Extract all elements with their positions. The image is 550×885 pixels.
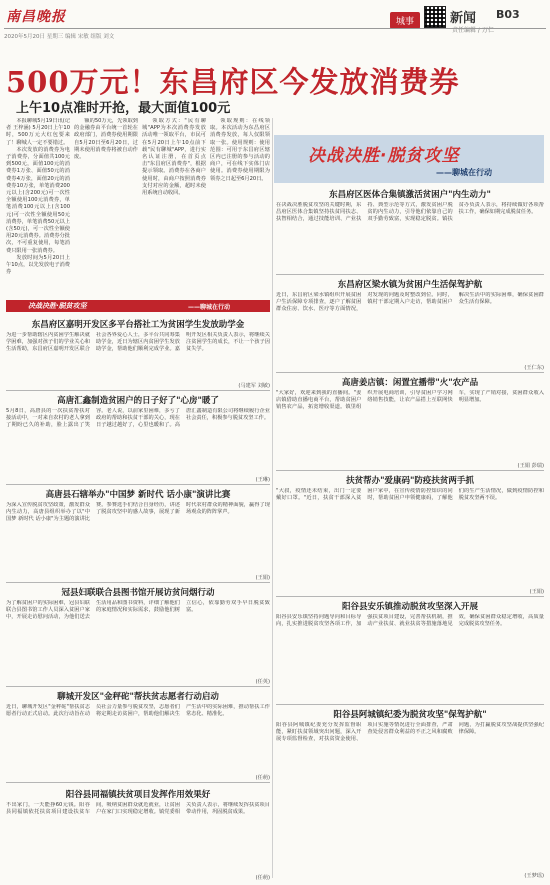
article-divider	[276, 470, 544, 471]
article-title: 扶贫帮办"爱康码"防疫扶贫两手抓	[346, 476, 474, 486]
lead-paragraph: 领取规则：在线领取。本次活动为东昌府区消费券发放，每人仅限领取一张。使用规则：使用范围：可用于东昌府区辖区内已注册的参与活动的商户，可在线下实体门店使用。消费券使用期限为领券之日起至6月20日。	[210, 118, 270, 182]
article-byline: (王娟 彭瑞)	[517, 463, 544, 469]
article-divider	[276, 372, 544, 373]
lead-paragraph: 额的50万元，先领取到的金融券由平台统一首轮在政府部门，消费券使用期限自5月20日至6月20日，过期未使用消费券将被自动作废。	[74, 118, 138, 161]
article-byline: (王仁东)	[524, 365, 544, 371]
section-banner	[6, 300, 270, 312]
article-body: "大叔，疫情还未结束，出门一定要戴好口罩。"近日，扶贫干部深入贫困户家中，在宣传疫情防控知识的同时，帮助贫困户申领健康码，了解他们的生产生活情况，做到疫情防控和脱贫攻坚两不误。	[276, 488, 544, 502]
lead-column-1	[6, 118, 70, 298]
column-separator	[272, 118, 273, 878]
feature-banner	[274, 135, 544, 183]
article-byline: (马建军 刘敏)	[238, 383, 270, 389]
qr-code-icon	[424, 6, 446, 28]
article-body: 阳谷县安乐镇坚持问题导向和目标导向，扎实推进脱贫攻坚各项工作，加强扶贫项目建设，完善帮扶机制，推动产业扶贫、就业扶贫等措施落地见效，确保贫困群众稳定增收，高质量完成脱贫攻坚任务。	[276, 614, 544, 628]
section-tab: 城事	[390, 12, 420, 29]
page-number: B03	[496, 8, 520, 21]
article-byline: (王琳)	[255, 477, 270, 483]
lead-paragraph: 本报聊城5月19日讯(记者 王梓涵) 5月20日上午10时，500万元大红包要来了！聊城人一定不要错过。	[6, 118, 70, 146]
article-byline: (任萌)	[255, 875, 270, 881]
page-name: 新闻	[450, 11, 477, 26]
article-body: 不出家门，一天能挣60元钱。阳谷县同福镇依托扶贫项目建设扶贫车间，吸纳贫困群众就近就业，让贫困户在家门口实现稳定增收。镇党委相关负责人表示，将继续发挥扶贫项目带动作用，巩固脱贫成果。	[6, 802, 270, 816]
newspaper-logo: 南昌晚报	[6, 9, 66, 25]
article-byline: (任萌)	[255, 775, 270, 781]
article-divider	[276, 704, 544, 705]
article-divider	[6, 686, 270, 687]
masthead	[4, 4, 546, 34]
article-divider	[6, 582, 270, 583]
article-title: 聊城开发区"金秤砣"帮扶贫志愿者行动启动	[57, 692, 219, 702]
article-body: 近日，聊城开发区"金秤砣"帮扶贫志愿者行动正式启动。此次行动旨在动员社会力量参与脱贫攻坚，志愿者们将定期走访贫困户，帮助他们解决生产生活中的实际困难，推动帮扶工作常态化、精准化。	[6, 704, 270, 718]
article-body: 为了解贫困户的实际困难，冠县妇联联合县图书馆工作人员深入贫困户家中，开展走访慰问活动，为他们送去生活用品和图书资料，详细了解他们的家庭情况和实际需求，鼓励他们树立信心，依靠勤劳双手早日脱贫致富。	[6, 600, 270, 621]
article-title: 冠县妇联联合县图书馆开展访贫问烟行动	[61, 588, 215, 598]
article-body: 在决战决胜脱贫攻坚的关键时期，东昌府区医体合集镇坚持扶贫同扶志、扶智相结合，通过技能培训、产业扶持、典型示范等方式，激发贫困户脱贫的内生动力，引导他们依靠自己的双手勤劳致富，实现稳定脱贫。镇扶贫办负责人表示，将持续做好各项帮扶工作，确保如期完成脱贫任务。	[276, 202, 544, 223]
article-divider	[6, 782, 270, 783]
banner-title: 决战决胜·脱贫攻坚	[28, 302, 87, 310]
article-title: 阳谷县阿城镇纪委为脱贫攻坚"保驾护航"	[333, 710, 487, 720]
article-title: 东昌府区医体合集镇激活贫困户"内生动力"	[329, 190, 491, 200]
article-body: 为深入宣传脱贫攻坚政策，激发群众内生动力，高唐县组织举办了以"中国梦 新时代 话小康"为主题的演讲比赛。参赛选手们结合自身经历，讲述了脱贫攻坚中的感人故事，展现了新时代农村群众的精神面貌，赢得了现场观众的阵阵掌声。	[6, 502, 270, 523]
lead-paragraph: 领取方式："民有聊城"APP为本次消费券发放活动唯一领取平台，市民可在5月20日上午10点前下载"民有聊城"APP，进行实名认证注册，在首页点击"东昌府区消费券"，根据提示领取。消费券在各商户使用时，由商户按照消费券支付对应的金额，超时未使用系统自动收回。	[142, 118, 206, 197]
article-title: 阳谷县同福镇扶贫项目发挥作用效果好	[65, 790, 211, 800]
lead-paragraph: 发放时间为5月20日上午10点，以先发放电子消费券	[6, 254, 70, 276]
main-headline: 500万元！东昌府区今发放消费券	[6, 65, 460, 99]
editor-line: 责任编辑 / 万仁	[452, 27, 494, 34]
article-body: 为进一步帮助辖区内贫困学生解决就学困难，加强对孩子们的学业关心和生活帮助，东昌府区嘉明开发区联合社会各界爱心人士，多平台共同筹集助学金，近日为辖区内贫困学生发放助学金，帮助他们顺利完成学业。嘉明开发区相关负责人表示，将继续关注贫困学生的成长，不让一个孩子因贫失学。	[6, 332, 270, 353]
masthead-divider	[4, 28, 546, 29]
article-title: 高唐汇鑫制造贫困户的日子好了"心房"暖了	[57, 396, 219, 406]
article-byline: (王娟)	[255, 575, 270, 581]
article-body: 阳谷县阿城镇纪委充分发挥监督职能，紧盯扶贫领域突出问题，深入开展专项监督检查，对扶贫资金使用、项目实施等情况进行全面排查，严肃查处侵害群众利益的不正之风和腐败问题，为打赢脱贫攻坚战提供坚强纪律保障。	[276, 722, 544, 743]
lead-column-2	[74, 118, 138, 298]
lead-column-3	[142, 118, 206, 298]
article-body: "大家好，欢迎来到我的直播间。"姜店镇借助直播电商平台，帮助贫困户销售农产品，拓宽增收渠道。镇里组织开展电商培训，引导贫困户学习网络销售技能，让农产品搭上互联网快车，实现了产销对接，贫困群众收入明显增加。	[276, 390, 544, 411]
feature-banner-subtitle: ——聊城在行动	[436, 168, 492, 177]
article-title: 高唐姜店镇：闲置宜播带"火"农产品	[341, 378, 479, 388]
feature-banner-title: 决战决胜·脱贫攻坚	[308, 146, 460, 166]
banner-subtitle: ——聊城在行动	[187, 303, 230, 311]
article-title: 阳谷县安乐镇推动脱贫攻坚深入开展	[341, 602, 478, 612]
article-title: 东昌府区梁水镇为贫困户生活保驾护航	[337, 280, 483, 290]
article-body: 近日，东昌府区梁水镇组织开展贫困户生活保障专项排查，逐户了解贫困群众住房、饮水、医疗等方面情况，对发现的问题及时整改到位。同时，镇村干部定期入户走访，帮助贫困户解决生活中的实际困难，确保贫困群众生活有保障。	[276, 292, 544, 313]
article-divider	[276, 596, 544, 597]
article-body: 5月8日，高唐县的一次扶贫帮扶对接活动中，一对来自农村的老人拿到了期盼已久的补助，脸上露出了笑容。老人说，以前家里困难，多亏了政府的帮助和扶贫干部的关心，现在日子越过越好了，心里也暖和了。高唐汇鑫制造有限公司将继续履行企业社会责任，积极参与脱贫攻坚工作。	[6, 408, 270, 429]
article-title: 东昌府区嘉明开发区多平台搭社工为贫困学生发放助学金	[31, 320, 245, 330]
main-subhead: 上午10点准时开抢，最大面值100元	[16, 101, 231, 116]
article-byline: (王梦瑶)	[524, 873, 544, 879]
article-title: 高唐县石辖举办"中国梦 新时代 话小康"演讲比赛	[45, 490, 231, 500]
article-divider	[6, 390, 270, 391]
lead-paragraph: 本次发放的消费券为电子消费券，分面值共100元到500元，面值100元的消费券1万张、面值50元的消费券4万张，面值20元的消费券10万张，单笔消费200元以上(含200元)可一次性全额使用100元消费券，单笔消费100元以上(含100元)可一次性全额使用50元消费券，单笔消费50元以上(含50元)，可一次性全额使用20元消费券。消费券分批次，不可重复使用，每笔消费只限用一张消费券。	[6, 146, 70, 254]
article-byline: (王娟)	[529, 589, 544, 595]
article-byline: (任英)	[255, 679, 270, 685]
date-line: 2020年5月20日 星期三 编辑 宋敏 组版 刘文	[4, 34, 115, 40]
lead-column-4	[210, 118, 270, 298]
article-divider	[6, 484, 270, 485]
article-divider	[276, 274, 544, 275]
